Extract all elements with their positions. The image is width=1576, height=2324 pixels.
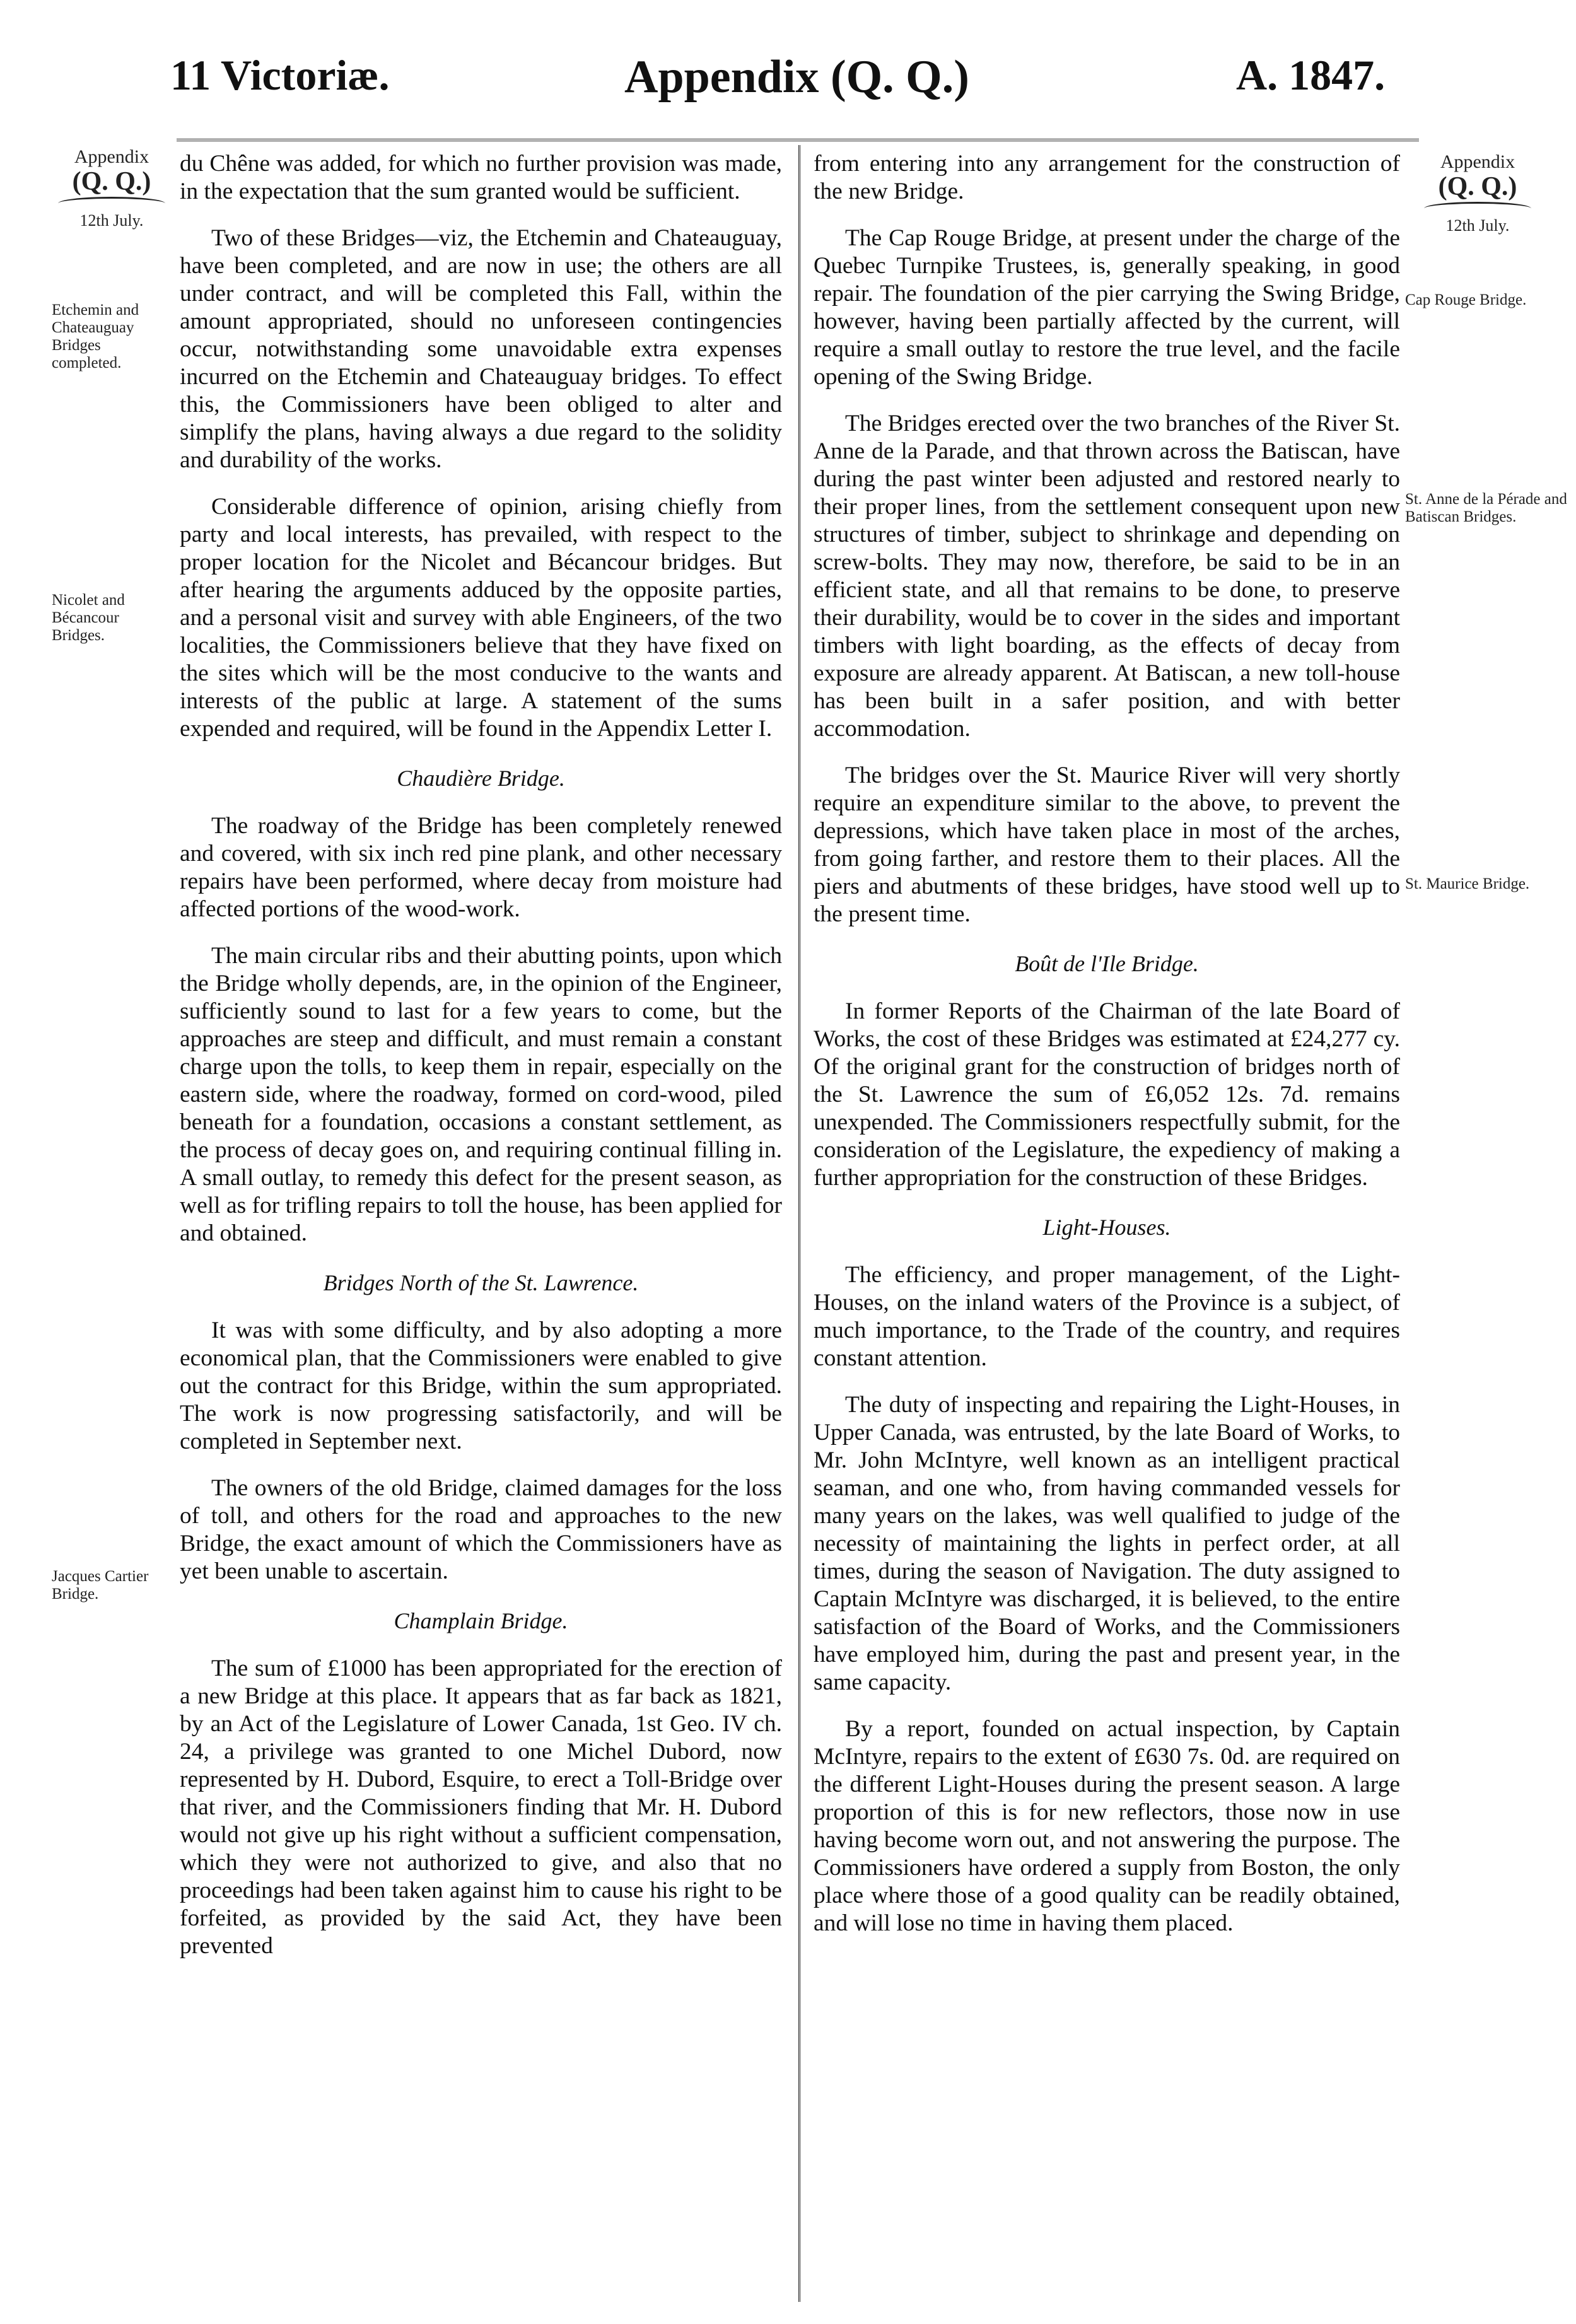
- right-appendix-date: 12th July.: [1445, 216, 1510, 235]
- left-appendix-brace: [58, 197, 165, 210]
- paragraph: The Cap Rouge Bridge, at present under the charge of the Quebec Turnpike Trustees, is, generally speaking, in good repair. The foundation of the pier carrying the Swing Bridge, however, having been partially affected by the current, will require a small outlay to restore the true level, and the facile opening of the Swing Bridge.: [814, 225, 1400, 390]
- header-year: A. 1847.: [1236, 51, 1386, 99]
- margin-note-jacques-cartier: Jacques Cartier Bridge.: [52, 1568, 149, 1603]
- column-divider: [798, 145, 800, 2302]
- header-appendix-title: Appendix (Q. Q.): [624, 51, 969, 103]
- paragraph: In former Reports of the Chairman of the late Board of Works, the cost of these Bridges was estimated at £24,277 cy. Of the original grant for the construction of bridges north of the St. Lawrence the sum of £6,052 12s. 7d. remains unexpended. The Commissioners respectfully submit, for the consideration of the Legislature, the expediency of making a further appropriation for the construction of these Bridges.: [814, 998, 1400, 1191]
- paragraph: Considerable difference of opinion, arising chiefly from party and local interests, has prevailed, with respect to the proper location for the Nicolet and Bécancour bridges. But after hearing the arguments adduced by the opposite parties, and a personal visit and survey with able Engineers, of the two localities, the Commissioners believe that they have fixed on the sites which will be the most conducive to the wants and interests of the public at large. A statement of the sums expended and required, will be found in the Appendix Letter I.: [180, 494, 782, 742]
- right-appendix-label: Appendix: [1440, 151, 1515, 172]
- left-appendix-marker: [52, 146, 172, 231]
- left-appendix-date: 12th July.: [79, 211, 144, 230]
- right-appendix-code: (Q. Q.): [1438, 172, 1517, 201]
- section-heading-champlain: Champlain Bridge.: [394, 1608, 568, 1633]
- margin-note-st-anne-batiscan: St. Anne de la Pérade and Batiscan Bridges.: [1405, 491, 1567, 525]
- left-appendix-label: Appendix: [74, 146, 149, 167]
- section-heading-chaudiere: Chaudière Bridge.: [397, 766, 565, 791]
- paragraph: The duty of inspecting and repairing the Light-Houses, in Upper Canada, was entrusted, by the late Board of Works, to Mr. John McIntyre, well known as an intelligent practical seaman, and one who, from having commanded vessels for many years on the lakes, was well qualified to judge of the necessity of maintaining the lights in perfect order, at all times, during the season of Navigation. The duty assigned to Captain McIntyre was discharged, it is believed, to the entire satisfaction of the Board of Works, and the Commissioners have employed him, during the past and present year, in the same capacity.: [814, 1392, 1400, 1695]
- paragraph: The efficiency, and proper management, of the Light-Houses, on the inland waters of the Province is a subject, of much importance, to the Trade of the country, and requires constant attention.: [814, 1262, 1400, 1371]
- left-appendix-code: (Q. Q.): [72, 167, 151, 196]
- right-appendix-marker: [1405, 151, 1550, 236]
- paragraph: Two of these Bridges—viz, the Etchemin and Chateauguay, have been completed, and are now in use; the others are all under contract, and will be completed this Fall, within the amount appropriated, should no unforeseen contingencies occur, notwithstanding some unavoidable extra expenses incurred on the Etchemin and Chateauguay bridges. To effect this, the Commissioners have been obliged to alter and simplify the plans, having always a due regard to the solidity and durability of the works.: [180, 225, 782, 473]
- page-header: [0, 44, 1576, 120]
- left-column: [180, 150, 782, 1979]
- margin-note-nicolet: Nicolet and Bécancour Bridges.: [52, 592, 125, 644]
- header-session: 11 Victoriæ.: [170, 51, 390, 99]
- paragraph: It was with some difficulty, and by also adopting a more economical plan, that the Commissioners were enabled to give out the contract for this Bridge, within the sum appropriated. The work is now progressing satisfactorily, and will be completed in September next.: [180, 1317, 782, 1454]
- paragraph: The main circular ribs and their abutting points, upon which the Bridge wholly depends, are, in the opinion of the Engineer, sufficiently sound to last for a few years to come, but the approaches are steep and difficult, and must remain a constant charge upon the tolls, to keep them in repair, especially on the eastern side, where the roadway, formed on cord-wood, piled beneath for a foundation, occasions a constant settlement, as the process of decay goes on, and requiring continual filling in. A small outlay, to remedy this defect for the present season, as well as for trifling repairs to toll the house, has been applied for and obtained.: [180, 943, 782, 1246]
- margin-note-etchemin: Etchemin and Chateauguay Bridges completed.: [52, 301, 139, 371]
- paragraph: du Chêne was added, for which no further provision was made, in the expectation that the sum granted would be sufficient.: [180, 151, 782, 204]
- right-column: [814, 150, 1400, 1956]
- paragraph: The bridges over the St. Maurice River will very shortly require an expenditure similar to the above, to prevent the depressions, which have taken place in most of the arches, from going farther, and restore them to their places. All the piers and abutments of these bridges, have stood well up to the present time.: [814, 762, 1400, 927]
- header-rule: [177, 139, 1419, 141]
- paragraph: The Bridges erected over the two branches of the River St. Anne de la Parade, and that thrown across the Batiscan, have during the past winter been adjusted and restored nearly to their proper lines, from the settlement consequent upon new structures of timber, subject to shrinkage and depending on screw-bolts. They may now, therefore, be said to be in an efficient state, and all that remains to be done, to preserve their durability, would be to cover in the sides and important timbers with light boarding, as the effects of decay from exposure are already apparent. At Batiscan, a new toll-house has been built in a safer position, and with better accommodation.: [814, 411, 1400, 742]
- margin-note-st-maurice: St. Maurice Bridge.: [1405, 875, 1530, 892]
- paragraph: The sum of £1000 has been appropriated for the erection of a new Bridge at this place. It appears that as far back as 1821, by an Act of the Legislature of Lower Canada, 1st Geo. IV ch. 24, a privilege was granted to one Michel Dubord, now represented by H. Dubord, Esquire, to erect a Toll-Bridge over that river, and the Commissioners finding that Mr. H. Dubord would not give up his right without a sufficient compensation, which they were not authorized to give, and also that no proceedings had been taken against him to cause his right to be forfeited, as provided by the said Act, they have been prevented: [180, 1655, 782, 1959]
- section-heading-bout-de-lile: Boût de l'Ile Bridge.: [1015, 951, 1199, 976]
- paragraph: The owners of the old Bridge, claimed damages for the loss of toll, and others for the road and approaches to the new Bridge, the exact amount of which the Commissioners have as yet been unable to ascertain.: [180, 1475, 782, 1584]
- section-heading-light-houses: Light-Houses.: [1042, 1215, 1171, 1240]
- right-appendix-brace: [1424, 202, 1531, 215]
- paragraph: The roadway of the Bridge has been completely renewed and covered, with six inch red pine plank, and other necessary repairs have been performed, where decay from moisture had affected portions of the wood-work.: [180, 813, 782, 922]
- paragraph: By a report, founded on actual inspection, by Captain McIntyre, repairs to the extent of £630 7s. 0d. are required on the different Light-Houses during the present season. A large proportion of this is for new reflectors, those now in use having become worn out, and not answering the purpose. The Commissioners have ordered a supply from Boston, the only place where those of a good quality can be readily obtained, and will lose no time in having them placed.: [814, 1716, 1400, 1936]
- margin-note-cap-rouge: Cap Rouge Bridge.: [1405, 291, 1527, 308]
- section-heading-bridges-north: Bridges North of the St. Lawrence.: [323, 1270, 639, 1295]
- paragraph: from entering into any arrangement for the construction of the new Bridge.: [814, 151, 1400, 204]
